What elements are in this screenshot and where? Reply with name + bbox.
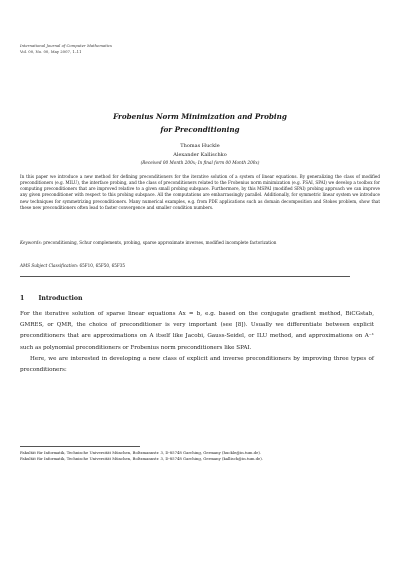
- journal-header: [20, 43, 380, 55]
- keywords: [20, 240, 380, 246]
- title-line-2: for Preconditioning: [160, 125, 240, 134]
- journal-name: International Journal of Computer Mathematics: [20, 43, 113, 48]
- abstract: In this paper we introduce a new method for defining preconditioners for the iterative solution of a system of linear equations. By generalizing the class of modified preconditioners (e.g. MILU), the interface probing, and the class of preconditioners related to the Frobenius norm minimization (e.g. FSAI, SPAI) we develop a toolbox for computing preconditioners that are improved relative to a given small probing subspace. Furthermore, by this MSPAI (modified SPAI) probing approach we can improve any given preconditioner with respect to this probing subspace. All the computations are embarrassingly parallel. Additionally, for symmetric linear system we introduce new techniques for symmetrizing preconditioners. Many numerical examples, e.g. from PDE applications such as domain decomposition and Stokes problem, show that these new preconditioners often lead to faster convergence and smaller condition numbers.: [20, 174, 380, 210]
- keywords-text: preconditioning, Schur complements, probing, sparse approximate inverses, modified incomplete factorization: [43, 240, 277, 245]
- author-1: Thomas Huckle: [180, 143, 220, 149]
- section-heading: [20, 295, 83, 303]
- section-title: Introduction: [38, 295, 83, 302]
- ams-codes: 65F10, 65F50, 65F35: [79, 263, 126, 268]
- ams-label: AMS Subject Classification:: [20, 263, 79, 268]
- body-text: [20, 309, 374, 376]
- author-block: [0, 142, 400, 168]
- paper-title: [0, 110, 400, 136]
- ams-classification: [20, 263, 380, 269]
- title-line-1: Frobenius Norm Minimization and Probing: [113, 112, 287, 121]
- footnotes: [20, 450, 374, 462]
- footnote-1: Fakultät für Informatik, Technische Universität München, Boltzmannstr. 3, D-85748 Garching, Germany (huckle@in.tum.de).: [20, 450, 262, 455]
- author-2: Alexander Kallischko: [173, 151, 227, 158]
- paragraph-2: Here, we are interested in developing a new class of explicit and inverse preconditioners by improving three types of preconditioners:: [20, 355, 374, 374]
- footnote-2: Fakultät für Informatik, Technische Universität München, Boltzmannstr. 3, D-85748 Garching, Germany (kallisch@in.tum.de).: [20, 456, 263, 461]
- section-number: 1: [20, 295, 25, 302]
- section-divider: [20, 276, 350, 277]
- keywords-label: Keywords:: [20, 240, 42, 245]
- paragraph-1: For the iterative solution of sparse linear equations Ax = b, e.g. based on the conjugate gradient method, BiCGstab, GMRES, or QMR, the choice of preconditioner is very important (see [8]). Usually we differentiate between explicit preconditioners that are approximations on A itself like Jacobi, Gauss-Seidel, or ILU method, and approximations on A⁻¹ such as polynomial preconditioners or Frobenius norm preconditioners like SPAI.: [20, 311, 374, 351]
- footnote-rule: [20, 446, 140, 447]
- journal-volume: Vol. 00, No. 00, May 2007, 1–11: [20, 49, 82, 54]
- received-date: (Received 00 Month 200x; In final form 00 Month 200x): [140, 160, 260, 166]
